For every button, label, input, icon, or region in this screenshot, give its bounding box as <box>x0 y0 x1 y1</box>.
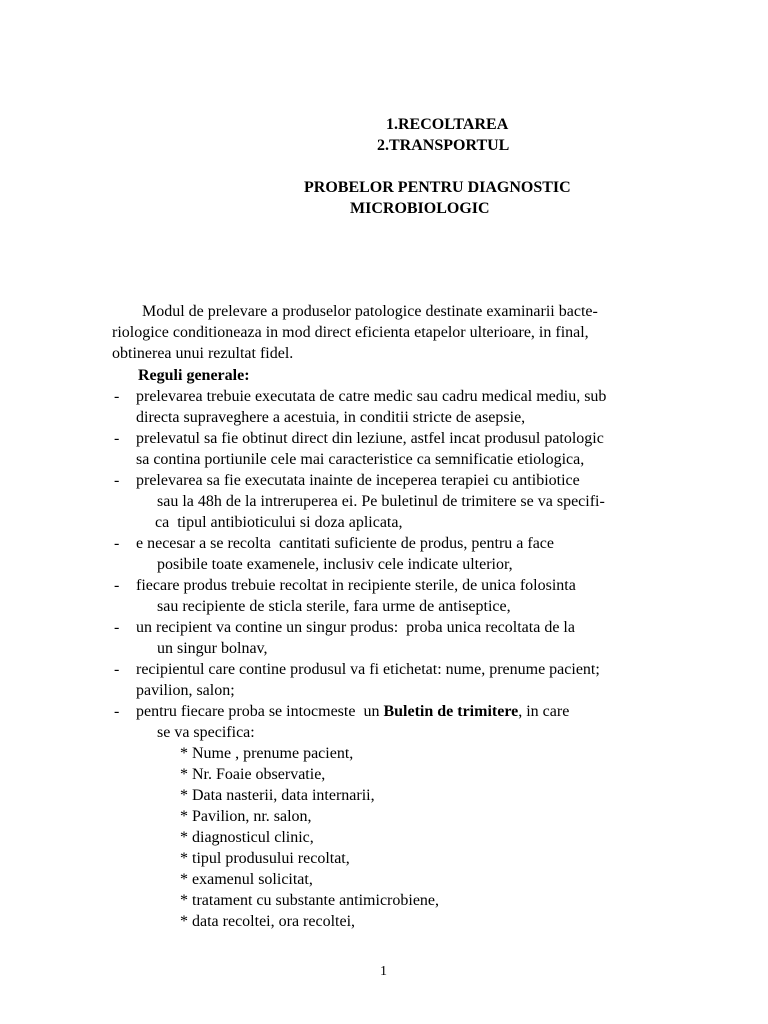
spec-item: * tratament cu substante antimicrobiene, <box>180 892 440 909</box>
rule-3-line-2: sau la 48h de la intreruperea ei. Pe buletinul de trimitere se va specifi- <box>157 493 605 510</box>
spec-item: * diagnosticul clinic, <box>180 829 314 846</box>
rule-8-line-1 <box>136 702 569 722</box>
buletin-de-trimitere: Buletin de trimitere <box>383 703 519 720</box>
bullet-dash: - <box>114 661 120 678</box>
title-microbiologic: MICROBIOLOGIC <box>350 200 490 217</box>
intro-line-2: riologice conditioneaza in mod direct eficienta etapelor ulterioare, in final, <box>112 324 589 341</box>
bullet-dash: - <box>114 535 120 552</box>
title-recoltarea: 1.RECOLTAREA <box>386 116 509 133</box>
rule-6-line-1: un recipient va contine un singur produs: proba unica recoltata de la <box>136 619 575 636</box>
rule-4-line-1: e necesar a se recolta cantitati suficiente de produs, pentru a face <box>136 535 555 552</box>
rule-5-line-2: sau recipiente de sticla sterile, fara urme de antiseptice, <box>157 598 511 615</box>
spec-item: * tipul produsului recoltat, <box>180 850 350 867</box>
title-transportul: 2.TRANSPORTUL <box>377 137 510 154</box>
rule-8-line-2: se va specifica: <box>157 724 255 741</box>
bullet-dash: - <box>114 430 120 447</box>
rule-5-line-1: fiecare produs trebuie recoltat in recipiente sterile, de unica folosinta <box>136 577 576 594</box>
spec-item: * Pavilion, nr. salon, <box>180 808 312 825</box>
intro-line-1: Modul de prelevare a produselor patologice destinate examinarii bacte- <box>142 303 598 320</box>
rule-1-line-1: prelevarea trebuie executata de catre medic sau cadru medical mediu, sub <box>136 388 607 405</box>
intro-line-3: obtinerea unui rezultat fidel. <box>112 345 294 362</box>
rule-4-line-2: posibile toate examenele, inclusiv cele indicate ulterior, <box>157 556 513 573</box>
bullet-dash: - <box>114 472 120 489</box>
rule-3-line-1: prelevarea sa fie executata inainte de inceperea terapiei cu antibiotice <box>136 472 580 489</box>
rule-1-line-2: directa supraveghere a acestuia, in conditii stricte de asepsie, <box>136 409 526 426</box>
bullet-dash: - <box>114 388 120 405</box>
bullet-dash: - <box>114 577 120 594</box>
rule-2-line-2: sa contina portiunile cele mai caracteristice ca semnificatie etiologica, <box>136 451 585 468</box>
spec-item: * Data nasterii, data internarii, <box>180 787 375 804</box>
rule-7-line-2: pavilion, salon; <box>136 682 235 699</box>
spec-item: * examenul solicitat, <box>180 871 313 888</box>
bullet-dash: - <box>114 703 120 720</box>
spec-item: * data recoltei, ora recoltei, <box>180 913 356 930</box>
title-probelor: PROBELOR PENTRU DIAGNOSTIC <box>304 179 571 196</box>
rule-8-text-post: , in care <box>518 703 570 720</box>
rules-heading: Reguli generale: <box>138 367 250 384</box>
page-number: 1 <box>380 964 387 979</box>
rule-8-text-pre: pentru fiecare proba se intocmeste un <box>136 703 384 720</box>
bullet-dash: - <box>114 619 120 636</box>
rule-6-line-2: un singur bolnav, <box>157 640 268 657</box>
spec-item: * Nr. Foaie observatie, <box>180 766 326 783</box>
spec-item: * Nume , prenume pacient, <box>180 745 354 762</box>
rule-2-line-1: prelevatul sa fie obtinut direct din leziune, astfel incat produsul patologic <box>136 430 604 447</box>
rule-7-line-1: recipientul care contine produsul va fi etichetat: nume, prenume pacient; <box>136 661 600 678</box>
rule-3-line-3: ca tipul antibioticului si doza aplicata, <box>155 514 403 531</box>
